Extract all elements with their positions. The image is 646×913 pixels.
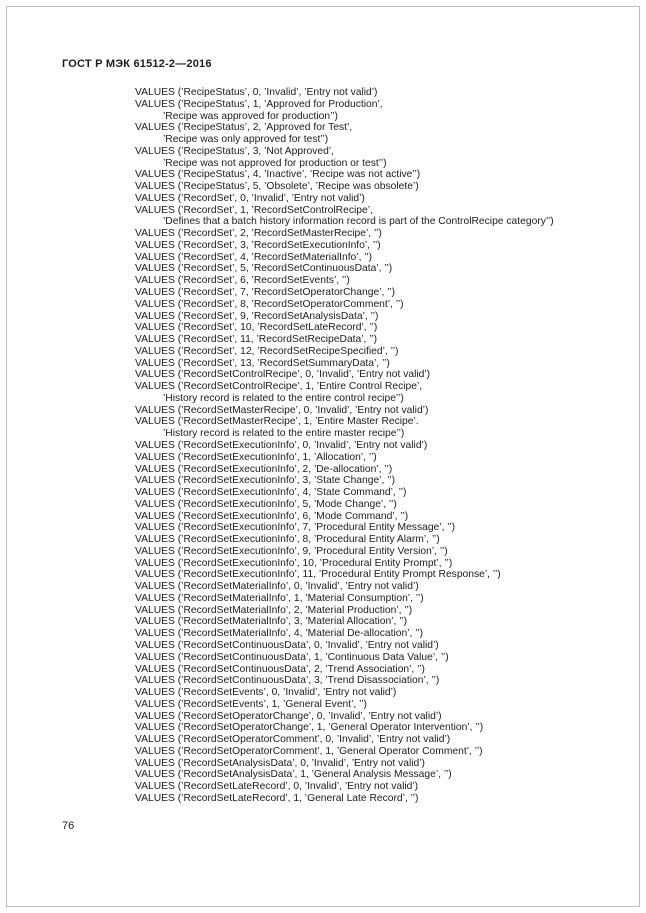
code-line: VALUES (’RecordSetMaterialInfo’, 0, ’Invalid’, ’Entry not valid’): [135, 581, 419, 593]
code-line: VALUES (’RecordSetOperatorComment’, 1, ’General Operator Comment’, ’’): [135, 745, 483, 757]
code-line: VALUES (’RecordSetExecutionInfo’, 0, ’Invalid’, ’Entry not valid’): [135, 439, 428, 451]
code-line: VALUES (’RecordSetLateRecord’, 0, ’Invalid’, ’Entry not valid’): [135, 781, 419, 793]
code-line: VALUES (’RecordSetContinuousData’, 2, ’Trend Association’, ’’): [135, 663, 425, 675]
code-line: VALUES (’RecordSetOperatorComment’, 0, ’Invalid’, ’Entry not valid’): [135, 734, 451, 746]
document-header: ГОСТ Р МЭК 61512-2—2016: [62, 58, 212, 70]
code-line: VALUES (’RecordSet’, 7, ’RecordSetOperatorChange’, ’’): [135, 287, 396, 299]
code-line: VALUES (’RecordSetMasterRecipe’, 0, ’Invalid’, ’Entry not valid’): [135, 404, 429, 416]
code-line: VALUES (’RecipeStatus’, 2, ’Approved for Test’,: [135, 122, 353, 134]
code-line: ’Recipe was only approved for test’’): [163, 134, 329, 146]
code-line: VALUES (’RecordSetMaterialInfo’, 1, ’Material Consumption’, ’’): [135, 592, 424, 604]
code-line: VALUES (’RecordSetExecutionInfo’, 2, ’De-allocation’, ’’): [135, 463, 393, 475]
code-line: VALUES (’RecordSetExecutionInfo’, 10, ’Procedural Entity Prompt’, ’’): [135, 557, 453, 569]
code-line: VALUES (’RecordSetMaterialInfo’, 2, ’Material Production’, ’’): [135, 604, 413, 616]
code-line: VALUES (’RecordSetExecutionInfo’, 9, ’Procedural Entity Version’, ’’): [135, 545, 448, 557]
code-line: VALUES (’RecordSet’, 9, ’RecordSetAnalysisData’, ’’): [135, 310, 379, 322]
code-line: VALUES (’RecordSetAnalysisData’, 0, ’Invalid’, ’Entry not valid’): [135, 757, 425, 769]
code-line: VALUES (’RecordSetAnalysisData’, 1, ’General Analysis Message’, ’’): [135, 769, 452, 781]
code-line: VALUES (’RecordSetControlRecipe’, 0, ’Invalid’, ’Entry not valid’): [135, 369, 431, 381]
code-line: VALUES (’RecordSetLateRecord’, 1, ’General Late Record’, ’’): [135, 792, 419, 804]
code-line: VALUES (’RecordSet’, 4, ’RecordSetMaterialInfo’, ’’): [135, 251, 373, 263]
code-line: VALUES (’RecordSetExecutionInfo’, 5, ’Mode Change’, ’’): [135, 498, 397, 510]
code-line: VALUES (’RecipeStatus’, 0, ’Invalid’, ’Entry not valid’): [135, 87, 378, 98]
code-line: VALUES (’RecordSetOperatorChange’, 1, ’General Operator Intervention’, ’’): [135, 722, 484, 734]
code-line: VALUES (’RecordSetExecutionInfo’, 3, ’State Change’, ’’): [135, 475, 396, 487]
code-line: ’Defines that a batch history information record is part of the ControlRecipe category’’): [163, 216, 554, 228]
code-line: ’History record is related to the entire master recipe’’): [163, 428, 405, 440]
code-line: VALUES (’RecordSet’, 6, ’RecordSetEvents’, ’’): [135, 275, 350, 287]
code-line: VALUES (’RecipeStatus’, 5, ’Obsolete’, ’Recipe was obsolete’): [135, 181, 419, 193]
code-line: VALUES (’RecordSetEvents’, 1, ’General Event’, ’’): [135, 698, 367, 710]
code-line: VALUES (’RecordSet’, 2, ’RecordSetMasterRecipe’, ’’): [135, 228, 382, 240]
code-line: VALUES (’RecordSetControlRecipe’, 1, ’Entire Control Recipe’,: [135, 381, 423, 393]
code-line: VALUES (’RecordSetOperatorChange’, 0, ’Invalid’, ’Entry not valid’): [135, 710, 442, 722]
code-line: VALUES (’RecordSet’, 5, ’RecordSetContinuousData’, ’’): [135, 263, 393, 275]
code-line: VALUES (’RecordSetContinuousData’, 0, ’Invalid’, ’Entry not valid’): [135, 639, 439, 651]
code-line: VALUES (’RecordSetExecutionInfo’, 7, ’Procedural Entity Message’, ’’): [135, 522, 456, 534]
code-line: VALUES (’RecordSet’, 10, ’RecordSetLateRecord’, ’’): [135, 322, 378, 334]
code-line: VALUES (’RecordSetContinuousData’, 3, ’Trend Disassociation’, ’’): [135, 675, 440, 687]
code-line: VALUES (’RecipeStatus’, 4, ’Inactive’, ’Recipe was not active’’): [135, 169, 421, 181]
values-listing: [135, 87, 616, 805]
code-line: VALUES (’RecordSet’, 1, ’RecordSetControlRecipe’,: [135, 204, 373, 216]
code-line: VALUES (’RecordSet’, 13, ’RecordSetSummaryData’, ’’): [135, 357, 390, 369]
code-line: ’Recipe was approved for production’’): [163, 110, 338, 122]
code-line: VALUES (’RecordSetMaterialInfo’, 4, ’Material De-allocation’, ’’): [135, 628, 424, 640]
code-line: VALUES (’RecordSetEvents’, 0, ’Invalid’, ’Entry not valid’): [135, 687, 397, 699]
code-line: VALUES (’RecordSetMaterialInfo’, 3, ’Material Allocation’, ’’): [135, 616, 408, 628]
code-line: VALUES (’RecordSetExecutionInfo’, 1, ’Allocation’, ’’): [135, 451, 377, 463]
code-line: VALUES (’RecordSetExecutionInfo’, 8, ’Procedural Entity Alarm’, ’’): [135, 534, 440, 546]
code-line: VALUES (’RecordSetMasterRecipe’, 1, ’Entire Master Recipe’.: [135, 416, 419, 428]
code-line: VALUES (’RecordSetExecutionInfo’, 6, ’Mode Command’, ’’): [135, 510, 409, 522]
code-line: VALUES (’RecordSet’, 3, ’RecordSetExecutionInfo’, ’’): [135, 239, 381, 251]
code-line: VALUES (’RecordSet’, 0, ’Invalid’, ’Entry not valid’): [135, 192, 365, 204]
code-line: ’Recipe was not approved for production or test’’): [163, 157, 387, 169]
code-line: VALUES (’RecipeStatus’, 3, ’Not Approved’,: [135, 145, 334, 157]
code-line: VALUES (’RecipeStatus’, 1, ’Approved for Production’,: [135, 98, 383, 110]
code-line: VALUES (’RecordSetContinuousData’, 1, ’Continuous Data Value’, ’’): [135, 651, 449, 663]
code-line: VALUES (’RecordSet’, 12, ’RecordSetRecipeSpecified’, ’’): [135, 345, 399, 357]
page-number: 76: [62, 820, 75, 832]
code-line: VALUES (’RecordSetExecutionInfo’, 11, ’Procedural Entity Prompt Response’, ’’): [135, 569, 501, 581]
code-line: VALUES (’RecordSetExecutionInfo’, 4, ’State Command’, ’’): [135, 487, 407, 499]
code-line: ’History record is related to the entire control recipe’’): [163, 392, 404, 404]
code-line: VALUES (’RecordSet’, 8, ’RecordSetOperatorComment’, ’’): [135, 298, 404, 310]
code-line: VALUES (’RecordSet’, 11, ’RecordSetRecipeData’, ’’): [135, 334, 378, 346]
